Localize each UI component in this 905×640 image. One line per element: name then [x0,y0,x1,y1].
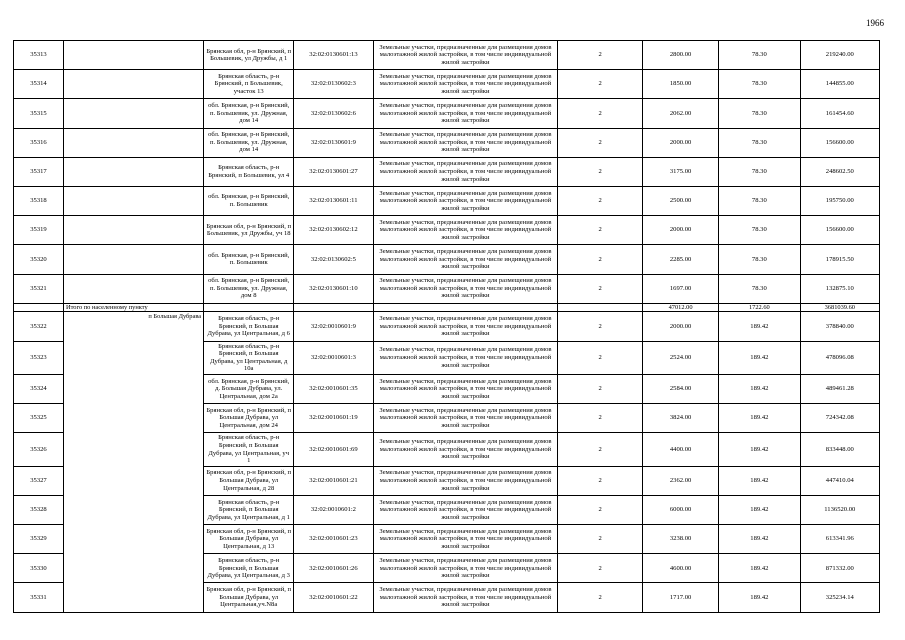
category-cell: 2 [558,99,643,128]
table-row [14,216,880,245]
area-cell: 2062.00 [643,99,719,128]
area-cell: 1697.00 [643,274,719,303]
purpose-cell: Земельные участки, предназначенные для размещения домов малоэтажной жилой застройки, в том числе индивидуальной жилой застройки [373,466,558,495]
purpose-cell: Земельные участки, предназначенные для размещения домов малоэтажной жилой застройки, в том числе индивидуальной жилой застройки [373,341,558,374]
purpose-cell: Земельные участки, предназначенные для размещения домов малоэтажной жилой застройки, в том числе индивидуальной жилой застройки [373,495,558,524]
address-cell: обл. Брянская, р-н Брянский, п. Большевик, ул. Дружная, дом 14 [204,99,294,128]
category-cell: 2 [558,404,643,433]
cadastral-number-cell: 32:02:0130601:27 [294,157,373,186]
page-number: 1966 [866,18,884,28]
purpose-cell: Земельные участки, предназначенные для размещения домов малоэтажной жилой застройки, в том числе индивидуальной жилой застройки [373,186,558,215]
rate-cell: 78.30 [719,186,800,215]
cadastral-value-cell: 613341.96 [800,525,879,554]
empty-cell [558,303,643,312]
address-cell: обл. Брянская, р-н Брянский, п. Большевик, ул. Дружная, дом 8 [204,274,294,303]
rate-cell: 78.30 [719,157,800,186]
area-cell: 1850.00 [643,70,719,99]
cadastral-number-cell: 32:02:0010601:69 [294,433,373,466]
category-cell: 2 [558,186,643,215]
rate-cell: 189.42 [719,433,800,466]
category-cell: 2 [558,433,643,466]
category-cell: 2 [558,216,643,245]
cadastral-number-cell: 32:02:0010601:22 [294,583,373,612]
rate-cell: 78.30 [719,216,800,245]
purpose-cell: Земельные участки, предназначенные для размещения домов малоэтажной жилой застройки, в том числе индивидуальной жилой застройки [373,70,558,99]
rate-cell: 189.42 [719,466,800,495]
cadastral-value-cell: 144855.00 [800,70,879,99]
cadastral-number-cell: 32:02:0130601:9 [294,128,373,157]
rate-cell: 78.30 [719,128,800,157]
total-label-cell: Итого по населенному пункту [63,303,203,312]
address-cell: Брянская область, р-н Брянский, п Большевик, участок 13 [204,70,294,99]
cadastral-number-cell: 32:02:0010601:26 [294,554,373,583]
record-id-cell: 35328 [14,495,64,524]
record-id-cell: 35315 [14,99,64,128]
area-cell: 3175.00 [643,157,719,186]
cadastral-value-cell: 248602.50 [800,157,879,186]
empty-cell [294,303,373,312]
rate-cell: 78.30 [719,70,800,99]
rate-cell: 78.30 [719,41,800,70]
cadastral-number-cell: 32:02:0130602:12 [294,216,373,245]
cadastral-value-cell: 219240.00 [800,41,879,70]
category-cell: 2 [558,274,643,303]
category-cell: 2 [558,157,643,186]
cadastral-number-cell: 32:02:0010601:21 [294,466,373,495]
cadastral-value-cell: 447410.04 [800,466,879,495]
locality-cell [63,274,203,303]
purpose-cell: Земельные участки, предназначенные для размещения домов малоэтажной жилой застройки, в том числе индивидуальной жилой застройки [373,157,558,186]
area-cell: 2800.00 [643,41,719,70]
rate-cell: 189.42 [719,404,800,433]
cadastral-number-cell: 32:02:0130602:6 [294,99,373,128]
table-row [14,312,880,341]
category-cell: 2 [558,466,643,495]
area-cell: 2500.00 [643,186,719,215]
locality-cell [63,99,203,128]
table-row [14,70,880,99]
purpose-cell: Земельные участки, предназначенные для размещения домов малоэтажной жилой застройки, в том числе индивидуальной жилой застройки [373,41,558,70]
address-cell: обл. Брянская, р-н Брянский, п. Большевик [204,245,294,274]
cadastral-number-cell: 32:02:0010601:35 [294,374,373,403]
locality-cell [63,157,203,186]
record-id-cell: 35313 [14,41,64,70]
category-cell: 2 [558,245,643,274]
rate-cell: 189.42 [719,583,800,612]
record-id-cell: 35324 [14,374,64,403]
category-cell: 2 [558,41,643,70]
area-cell: 2362.00 [643,466,719,495]
cadastral-number-cell: 32:02:0130601:13 [294,41,373,70]
purpose-cell: Земельные участки, предназначенные для размещения домов малоэтажной жилой застройки, в том числе индивидуальной жилой застройки [373,245,558,274]
cadastral-value-cell: 871332.00 [800,554,879,583]
address-cell: Брянская обл, р-н Брянский, п Большая Дубрава, ул Центральная,уч.N8а [204,583,294,612]
purpose-cell: Земельные участки, предназначенные для размещения домов малоэтажной жилой застройки, в том числе индивидуальной жилой застройки [373,525,558,554]
purpose-cell: Земельные участки, предназначенные для размещения домов малоэтажной жилой застройки, в том числе индивидуальной жилой застройки [373,128,558,157]
total-row [14,303,880,312]
record-id-cell: 35325 [14,404,64,433]
category-cell: 2 [558,312,643,341]
land-registry-table [13,40,880,613]
area-cell: 3238.00 [643,525,719,554]
area-cell: 4600.00 [643,554,719,583]
record-id-cell: 35316 [14,128,64,157]
area-cell: 2000.00 [643,312,719,341]
cadastral-value-cell: 1136520.00 [800,495,879,524]
table-row [14,99,880,128]
table-row [14,157,880,186]
cadastral-value-cell: 132875.10 [800,274,879,303]
address-cell: обл. Брянская, р-н Брянский, п. Большевик [204,186,294,215]
area-cell: 2524.00 [643,341,719,374]
cadastral-value-cell: 724342.08 [800,404,879,433]
cadastral-number-cell: 32:02:0010601:2 [294,495,373,524]
table-row [14,41,880,70]
total-value-cell: 3681039.60 [800,303,879,312]
cadastral-value-cell: 325234.14 [800,583,879,612]
address-cell: Брянская область, р-н Брянский, п Большая Дубрава, ул Центральная, уч 1 [204,433,294,466]
cadastral-value-cell: 195750.00 [800,186,879,215]
locality-cell [63,128,203,157]
purpose-cell: Земельные участки, предназначенные для размещения домов малоэтажной жилой застройки, в том числе индивидуальной жилой застройки [373,274,558,303]
total-area-cell: 47012.00 [643,303,719,312]
category-cell: 2 [558,583,643,612]
cadastral-number-cell: 32:02:0010601:9 [294,312,373,341]
purpose-cell: Земельные участки, предназначенные для размещения домов малоэтажной жилой застройки, в том числе индивидуальной жилой застройки [373,216,558,245]
cadastral-number-cell: 32:02:0130602:5 [294,245,373,274]
empty-cell [204,303,294,312]
locality-cell [63,186,203,215]
cadastral-number-cell: 32:02:0010601:23 [294,525,373,554]
address-cell: Брянская область, р-н Брянский, п Большевик, ул 4 [204,157,294,186]
address-cell: Брянская обл, р-н Брянский, п Большевик, ул Дружбы, д 1 [204,41,294,70]
rate-cell: 78.30 [719,245,800,274]
area-cell: 4400.00 [643,433,719,466]
empty-cell [14,303,64,312]
locality-cell [63,70,203,99]
area-cell: 2285.00 [643,245,719,274]
cadastral-value-cell: 478096.08 [800,341,879,374]
purpose-cell: Земельные участки, предназначенные для размещения домов малоэтажной жилой застройки, в том числе индивидуальной жилой застройки [373,554,558,583]
category-cell: 2 [558,525,643,554]
area-cell: 1717.00 [643,583,719,612]
cadastral-number-cell: 32:02:0010601:19 [294,404,373,433]
rate-cell: 189.42 [719,374,800,403]
cadastral-number-cell: 32:02:0130601:11 [294,186,373,215]
record-id-cell: 35322 [14,312,64,341]
locality-cell [63,216,203,245]
area-cell: 2584.00 [643,374,719,403]
cadastral-number-cell: 32:02:0010601:3 [294,341,373,374]
purpose-cell: Земельные участки, предназначенные для размещения домов малоэтажной жилой застройки, в том числе индивидуальной жилой застройки [373,374,558,403]
area-cell: 2000.00 [643,216,719,245]
record-id-cell: 35326 [14,433,64,466]
record-id-cell: 35320 [14,245,64,274]
locality-cell [63,41,203,70]
purpose-cell: Земельные участки, предназначенные для размещения домов малоэтажной жилой застройки, в том числе индивидуальной жилой застройки [373,404,558,433]
purpose-cell: Земельные участки, предназначенные для размещения домов малоэтажной жилой застройки, в том числе индивидуальной жилой застройки [373,433,558,466]
rate-cell: 189.42 [719,341,800,374]
address-cell: Брянская обл, р-н Брянский, п Большая Дубрава, ул Центральная, дом 24 [204,404,294,433]
purpose-cell: Земельные участки, предназначенные для размещения домов малоэтажной жилой застройки, в том числе индивидуальной жилой застройки [373,583,558,612]
record-id-cell: 35314 [14,70,64,99]
cadastral-number-cell: 32:02:0130602:3 [294,70,373,99]
address-cell: Брянская область, р-н Брянский, п Большая Дубрава, ул Центральная, д 6 [204,312,294,341]
locality-cell [63,245,203,274]
table-row [14,274,880,303]
area-cell: 6000.00 [643,495,719,524]
address-cell: обл. Брянская, р-н Брянский, д. Большая Дубрава, ул. Центральная, дом 2а [204,374,294,403]
category-cell: 2 [558,341,643,374]
total-rate-cell: 1722.60 [719,303,800,312]
record-id-cell: 35323 [14,341,64,374]
rate-cell: 189.42 [719,495,800,524]
cadastral-value-cell: 378840.00 [800,312,879,341]
address-cell: обл. Брянская, р-н Брянский, п. Большевик, ул. Дружная, дом 14 [204,128,294,157]
cadastral-value-cell: 156600.00 [800,128,879,157]
cadastral-value-cell: 161454.60 [800,99,879,128]
area-cell: 3824.00 [643,404,719,433]
category-cell: 2 [558,70,643,99]
cadastral-value-cell: 178915.50 [800,245,879,274]
record-id-cell: 35327 [14,466,64,495]
locality-cell: п Большая Дубрава [63,312,203,612]
address-cell: Брянская область, р-н Брянский, п Большая Дубрава, ул Центральная, д 1 [204,495,294,524]
purpose-cell: Земельные участки, предназначенные для размещения домов малоэтажной жилой застройки, в том числе индивидуальной жилой застройки [373,312,558,341]
empty-cell [373,303,558,312]
category-cell: 2 [558,495,643,524]
table-row [14,245,880,274]
cadastral-value-cell: 489461.28 [800,374,879,403]
address-cell: Брянская обл, р-н Брянский, п Большая Дубрава, ул Центральная, д 13 [204,525,294,554]
record-id-cell: 35317 [14,157,64,186]
rate-cell: 189.42 [719,312,800,341]
cadastral-number-cell: 32:02:0130601:10 [294,274,373,303]
rate-cell: 78.30 [719,274,800,303]
category-cell: 2 [558,128,643,157]
rate-cell: 189.42 [719,554,800,583]
record-id-cell: 35330 [14,554,64,583]
record-id-cell: 35329 [14,525,64,554]
address-cell: Брянская обл, р-н Брянский, п Большая Дубрава, ул Центральная, д 28 [204,466,294,495]
cadastral-value-cell: 833448.00 [800,433,879,466]
category-cell: 2 [558,554,643,583]
table-row [14,128,880,157]
record-id-cell: 35321 [14,274,64,303]
address-cell: Брянская обл, р-н Брянский, п Большевик, ул Дружбы, уч 18 [204,216,294,245]
address-cell: Брянская область, р-н Брянский, п Большая Дубрава, ул Центральная, д 3 [204,554,294,583]
category-cell: 2 [558,374,643,403]
record-id-cell: 35318 [14,186,64,215]
address-cell: Брянская область, р-н Брянский, п Большая Дубрава, ул Центральная, д 10а [204,341,294,374]
table-row [14,186,880,215]
cadastral-value-cell: 156600.00 [800,216,879,245]
record-id-cell: 35319 [14,216,64,245]
rate-cell: 189.42 [719,525,800,554]
purpose-cell: Земельные участки, предназначенные для размещения домов малоэтажной жилой застройки, в том числе индивидуальной жилой застройки [373,99,558,128]
record-id-cell: 35331 [14,583,64,612]
rate-cell: 78.30 [719,99,800,128]
area-cell: 2000.00 [643,128,719,157]
